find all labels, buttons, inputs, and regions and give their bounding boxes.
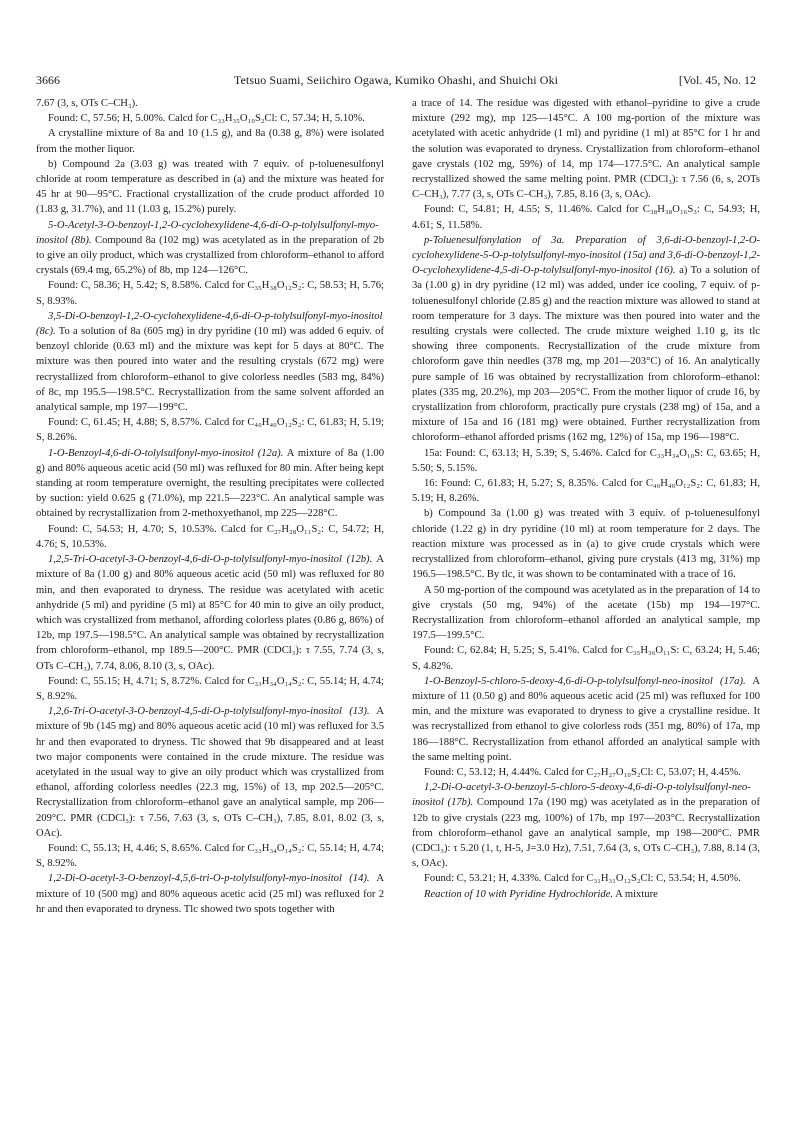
paragraph [36, 871, 384, 917]
compound-heading: 1-O-Benzoyl-4,6-di-O-tolylsulfonyl-myo-inositol (12a). [48, 447, 284, 459]
paragraph [36, 218, 384, 279]
compound-heading: 1,2,6-Tri-O-acetyl-3-O-benzoyl-4,5-di-O-p-tolylsulfonyl-myo-inositol (13). [48, 706, 370, 718]
right-column [412, 96, 760, 902]
paragraph-text: b) Compound 2a (3.03 g) was treated with 7 equiv. of p-toluenesulfonyl chloride at room temperature as described in (a) and the mixture was heated for 45 hr at 90—95°C. Fractional crystallization of the crude product afforded 10 (1.83 g, 31.7%), and 11 (1.03 g, 15.2%) purely. [36, 158, 384, 216]
paragraph [36, 111, 384, 126]
paragraph-text: Found: C, 61.45; H, 4.88; S, 8.57%. Calcd for C₄₀H₄₀O₁₂S₂: C, 61.83; H, 5.19; S, 8.26%. [36, 417, 384, 444]
paragraph-text: Found: C, 53.21; H, 4.33%. Calcd for C₃₁H₃₁O₁₂S₂Cl: C, 53.54; H, 4.50%. [424, 873, 741, 885]
compound-heading: Reaction of 10 with Pyridine Hydrochloride. [424, 888, 614, 900]
paragraph-text: 15a: Found: C, 63.13; H, 5.39; S, 5.46%. Calcd for C₃₃H₃₄O₁₀S: C, 63.65; H, 5.50; S, 5.15%. [412, 447, 760, 474]
paragraph-text: A 50 mg-portion of the compound was acetylated as in the preparation of 14 to give crystals (50 mg, 94%) of the acetate (15b) mp 194—197°C. Recrystallization from chloroform–ethanol afforded an analytical sample, mp 197.5—199.5°C. [412, 584, 760, 642]
paragraph [36, 96, 384, 111]
paragraph-text: A mixture of 11 (0.50 g) and 80% aqueous acetic acid (25 ml) was refluxed for 100 min, and the mixture was evaporated to dryness to give a crystalline residue. It was recrystallized from ethanol to give colorless rods (351 mg, 80%) of 17a, mp 186—188°C. Recrystallization from ethanol afforded an analytical sample with the same melting point. [412, 675, 760, 763]
paragraph [412, 476, 760, 506]
paragraph [36, 704, 384, 841]
compound-heading: 1,2-Di-O-acetyl-3-O-benzoyl-4,5,6-tri-O-p-tolylsulfonyl-myo-inositol (14). [48, 873, 370, 885]
paragraph [412, 780, 760, 871]
paragraph-text: Found: C, 54.81; H, 4.55; S, 11.46%. Calcd for C₃₈H₃₈O₁₆S₃: C, 54.93; H, 4.61; S, 11.58%. [412, 204, 760, 231]
paragraph-text: Compound 8a (102 mg) was acetylated as in the preparation of 2b to give an oily product, which was crystallized from chloroform–ethanol to afford crystals (69.4 mg, 65.2%) of 8b, mp 124—126°C. [36, 234, 385, 277]
paragraph [412, 446, 760, 476]
paragraph [412, 96, 760, 202]
page-number: 3666 [36, 73, 60, 87]
compound-heading: 1,2-Di-O-acetyl-3-O-benzoyl-5-chloro-5-deoxy-4,6-di-O-p-tolylsulfonyl-neo-inositol (17b). [412, 782, 751, 809]
paragraph [36, 841, 384, 871]
paragraph-text: Found: C, 54.53; H, 4.70; S, 10.53%. Calcd for C₂₇H₂₈O₁₁S₂: C, 54.72; H, 4.76; S, 10.53%. [36, 523, 384, 550]
compound-heading: 5-O-Acetyl-3-O-benzoyl-1,2-O-cyclohexylidene-4,6-di-O-p-tolylsulfonyl-myo-inositol (8b). [36, 219, 379, 246]
running-header [36, 72, 756, 88]
paragraph [36, 126, 384, 156]
compound-heading: 3,5-Di-O-benzoyl-1,2-O-cyclohexylidene-4,6-di-O-p-tolylsulfonyl-myo-inositol (8c). [36, 310, 383, 338]
paragraph-text: Found: C, 53.12; H, 4.44%. Calcd for C₂₇H₂₇O₁₀S₂Cl: C, 53.07; H, 4.45%. [424, 766, 741, 778]
paragraph-text: Found: C, 55.13; H, 4.46; S, 8.65%. Calcd for C₃₃H₃₄O₁₄S₂: C, 55.14; H, 4.74; S, 8.92%. [36, 842, 384, 870]
paragraph [412, 643, 760, 673]
paragraph [36, 309, 384, 415]
author-line: Tetsuo Suami, Seiichiro Ogawa, Kumiko Ohashi, and Shuichi Oki [233, 73, 559, 87]
paragraph [412, 871, 760, 886]
paragraph [412, 887, 760, 902]
paragraph-text: Found: C, 58.36; H, 5.42; S, 8.58%. Calcd for C₃₅H₃₈O₁₂S₂: C, 58.53; H, 5.76; S, 8.93%. [36, 280, 384, 307]
compound-heading: p-Toluenesulfonylation of 3a. Preparation of 3,6-di-O-benzoyl-1,2-O-cyclohexylidene-5-O-p-tolylsulfonyl-myo-inositol (15a) and 3,6-di-O-benzoyl-1,2-O-cyclohexylidene-4,5-di-O-p-tolylsulfonyl-myo-inositol (16). [412, 234, 761, 277]
paragraph-text: A mixture of 8a (1.00 g) and 80% aqueous acetic acid (50 ml) was refluxed for 80 min. After being kept standing at room temperature overnight, the resulting precipitates were collected by suction: yield 0.625 g (71.0%), mp 221.5—223°C. An analytical sample was obtained by recrystallization from 2-methoxyethanol, mp 225—228°C. [36, 447, 384, 520]
paragraph [36, 552, 384, 674]
paragraph-text: A mixture of 10 (500 mg) and 80% aqueous acetic acid (25 ml) was refluxed for 2 hr and then evaporated to dryness. Tlc showed two spots together with [36, 873, 384, 915]
paragraph [412, 765, 760, 780]
paragraph-text: A mixture [613, 888, 658, 900]
paragraph-text: To a solution of 8a (605 mg) in dry pyridine (10 ml) was added 6 equiv. of benzoyl chloride (0.63 ml) and the mixture was kept for 5 days at 80°C. The mixture was then poured into water and the resulting crystals (672 mg) were recrystallized from chloroform–ethanol to give colorless needles (583 mg, 84%) of 8c, mp 195.5—198.5°C. Recrystallization from the same solvent afforded an analytical sample, mp 197—199°C. [36, 326, 384, 414]
paragraph-text: 7.67 (3, s, OTs C–CH₃). [36, 98, 138, 109]
volume-info: [Vol. 45, No. 12 [678, 73, 756, 87]
paragraph [36, 674, 384, 704]
paragraph [412, 674, 760, 765]
paragraph-text: Compound 17a (190 mg) was acetylated as in the preparation of 12b to give crystals (223 mg, 100%) of 17b, mp 197—203°C. Recrystallization from chloroform–ethanol gave an analytical sample, mp 198—200°C. PMR (CDCl₃): τ 5.20 (1, t, H-5, J=3.0 Hz), 7.51, 7.64 (3, s, OTs C–CH₃), 7.88, 8.14 (3, s, OAc). [412, 797, 760, 870]
paragraph [36, 278, 384, 308]
paragraph-text: a) To a solution of 3a (1.00 g) in dry pyridine (12 ml) was added, under ice cooling, 7 equiv. of p-toluenesulfonyl chloride (2.85 g) and the reaction mixture was allowed to stand at room temperature for 3 days. The mixture was then poured into water and the resulting crystals were collected. The crude mixture weighed 1.10 g, its tlc showing three components. Recrystallization of the crude mixture from chloroform gave thin needles (378 mg, mp 201—203°C) of 16. An analytically pure sample of 16 was obtained by recrystallization from chloroform–ethanol: plates (335 mg, 20.2%), mp 203—205°C. From the mother liquor of crude 16, by crystallization from chloroform, practically pure crystals (238 mg) of 15a, and a mixture of 15a and 16 (181 mg) were obtained. Further recrystallization from chloroform–ethanol afforded prisms (162 mg, 12%) of 15a, mp 196—198°C. [412, 265, 760, 444]
paragraph-text: A mixture of 8a (1.00 g) and 80% aqueous acetic acid (50 ml) was refluxed for 80 min, and then evaporated to dryness. The residue was acetylated with acetic anhydride (5 ml) and pyridine (5 ml) at 85°C for 40 min to give an oily product, which was crystallized from methanol, affording colorless plates (0.86 g, 86%) of 12b, mp 197.5—198.5°C. An analytical sample was obtained by recrystallization from chloroform–ethanol, mp 189.5—200°C. PMR (CDCl₃): τ 7.55, 7.74 (3, s, OTs C–CH₃), 7.74, 8.06, 8.10 (3, s, OAc). [36, 554, 384, 672]
compound-heading: 1-O-Benzoyl-5-chloro-5-deoxy-4,6-di-O-p-tolylsulfonyl-neo-inositol (17a). [424, 675, 746, 687]
paragraph-text: Found: C, 62.84; H, 5.25; S, 5.41%. Calcd for C₃₅H₃₆O₁₁S: C, 63.24; H, 5.46; S, 4.82%. [412, 645, 760, 672]
left-column [36, 96, 384, 917]
paragraph [36, 446, 384, 522]
paragraph [412, 233, 760, 446]
paragraph-text: b) Compound 3a (1.00 g) was treated with 3 equiv. of p-toluenesulfonyl chloride (1.22 g) in dry pyridine (10 ml) at room temperature for 2 days. The reaction mixture was processed as in (a) to give crude crystals which were recrystallized from chloroform–ethanol, giving pure crystals (413 mg, 31%) mp 196.5—198.5°C. By tlc, it was shown to be contaminated with a trace of 16. [412, 508, 760, 581]
paragraph-text: a trace of 14. The residue was digested with ethanol–pyridine to give a crude mixture (292 mg), mp 125—145°C. A 100 mg-portion of the mixture was acetylated with acetic anhydride (1 ml) and pyridine (1 ml) at 85°C for 1 hr and the solution was evaporated to dryness. Crystallization from chloroform–ethanol gave crystals (102 mg, 59%) of 14, mp 174—177.5°C. An analytical sample recrystallized showed the same melting point. PMR (CDCl₃): τ 7.56 (6, s, 2OTs C–CH₃), 7.77 (3, s, OTs C–CH₃), 7.85, 8.16 (3, s, OAc). [412, 98, 760, 201]
compound-heading: 1,2,5-Tri-O-acetyl-3-O-benzoyl-4,6-di-O-p-tolylsulfonyl-myo-inositol (12b). [48, 554, 373, 566]
paragraph-text: A crystalline mixture of 8a and 10 (1.5 g), and 8a (0.38 g, 8%) were isolated from the mother liquor. [36, 128, 384, 155]
paragraph [412, 583, 760, 644]
paragraph-text: Found: C, 57.56; H, 5.00%. Calcd for C₃₃H₃₅O₁₀S₂Cl: C, 57.34; H, 5.10%. [48, 113, 365, 125]
paragraph [412, 202, 760, 232]
paragraph-text: 16: Found: C, 61.83; H, 5.27; S, 8.35%. Calcd for C₄₀H₄₀O₁₂S₂: C, 61.83; H, 5.19; H, 8.26%. [412, 478, 760, 505]
paragraph [36, 522, 384, 552]
paragraph-text: Found: C, 55.15; H, 4.71; S, 8.72%. Calcd for C₃₃H₃₄O₁₄S₂: C, 55.14; H, 4.74; S, 8.92%. [36, 675, 384, 702]
paragraph [412, 506, 760, 582]
paragraph [36, 157, 384, 218]
paragraph-text: A mixture of 9b (145 mg) and 80% aqueous acetic acid (10 ml) was refluxed for 3.5 hr and then evaporated to dryness. Tlc showed that 9b disappeared and at least two major components were contained in the crude mixture. The residue was acetylated in the usual way to give an oily product which was crystallized from ethanol, affording colorless needles (22.3 mg, 15%) of 13, mp 202.5—205°C. Recrystallization from chloroform–ethanol gave an analytical sample, mp 206—209°C. PMR (CDCl₃): τ 7.56, 7.63 (3, s, OTs C–CH₃), 7.85, 8.01, 8.02 (3, s, OAc). [36, 706, 385, 839]
paragraph [36, 415, 384, 445]
